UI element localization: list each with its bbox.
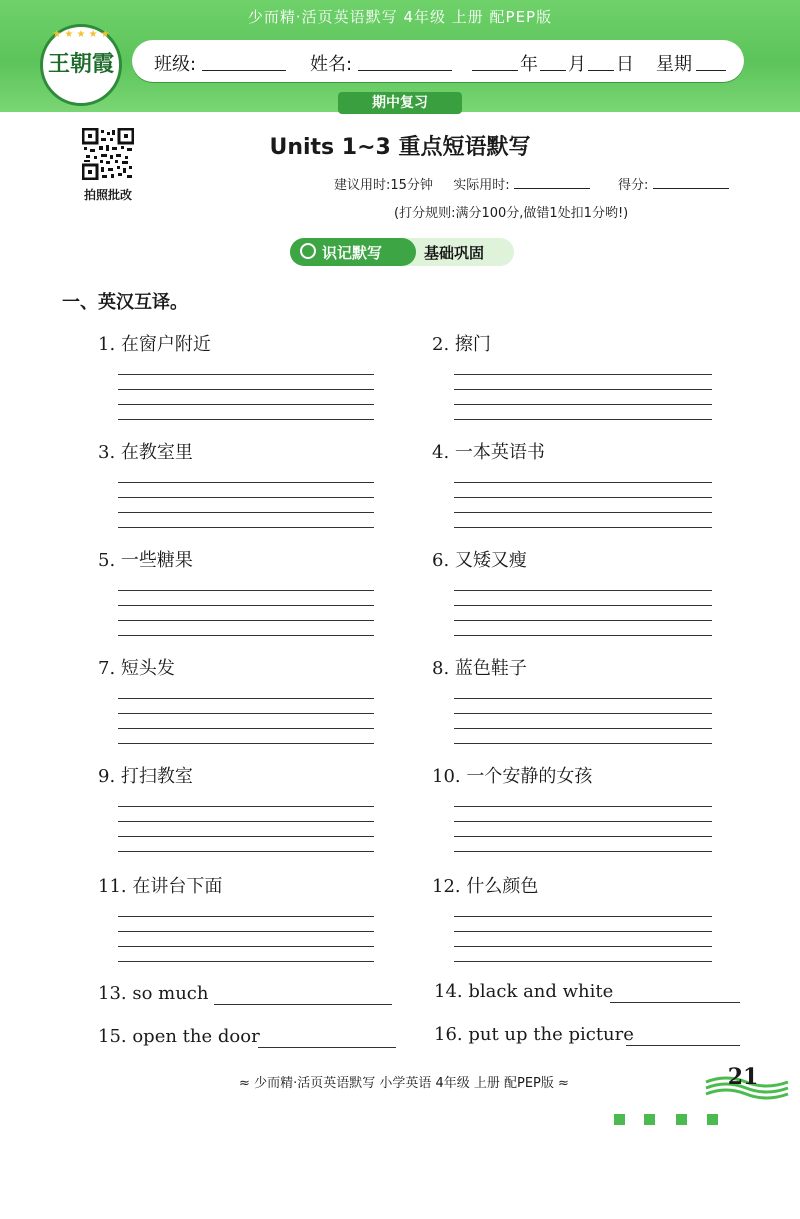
answer-line-15[interactable]: [258, 1047, 396, 1048]
answer-line-16[interactable]: [626, 1045, 740, 1046]
year-field[interactable]: [472, 70, 518, 71]
question-4: 4. 一本英语书: [432, 442, 545, 463]
page-title: Units 1~3 重点短语默写: [269, 135, 531, 160]
decor-square: [614, 1114, 625, 1125]
section-pill: [290, 238, 514, 266]
decor-square: [644, 1114, 655, 1125]
score-label: 得分:: [618, 178, 649, 193]
page-number: 21: [727, 1064, 759, 1090]
answer-line-4-4[interactable]: [454, 527, 712, 528]
answer-line-11-4[interactable]: [118, 961, 374, 962]
qr-label: 拍照批改: [83, 188, 132, 202]
memory-icon: [300, 243, 316, 259]
section-pill-right-label: 基础巩固: [424, 244, 485, 262]
decor-square: [707, 1114, 718, 1125]
answer-line-5-2[interactable]: [118, 605, 374, 606]
answer-line-7-1[interactable]: [118, 698, 374, 699]
question-11: 11. 在讲台下面: [98, 876, 223, 897]
answer-line-3-1[interactable]: [118, 482, 374, 483]
day-label: 日: [616, 54, 634, 75]
answer-line-4-2[interactable]: [454, 497, 712, 498]
answer-line-9-3[interactable]: [118, 836, 374, 837]
scoring-rule: (打分规则:满分100分,做错1处扣1分哟!): [394, 206, 629, 221]
question-8: 8. 蓝色鞋子: [432, 658, 527, 679]
answer-line-3-4[interactable]: [118, 527, 374, 528]
answer-line-2-3[interactable]: [454, 404, 712, 405]
brand-logo: [40, 24, 122, 106]
class-field[interactable]: [202, 70, 286, 71]
answer-line-1-3[interactable]: [118, 404, 374, 405]
answer-line-12-2[interactable]: [454, 931, 712, 932]
day-field[interactable]: [588, 70, 614, 71]
answer-line-8-1[interactable]: [454, 698, 712, 699]
star-icon: ★ ★ ★ ★ ★: [52, 29, 110, 40]
class-label: 班级:: [154, 54, 197, 75]
month-field[interactable]: [540, 70, 566, 71]
answer-line-4-1[interactable]: [454, 482, 712, 483]
month-label: 月: [568, 54, 586, 75]
name-field[interactable]: [358, 70, 452, 71]
answer-line-9-4[interactable]: [118, 851, 374, 852]
answer-line-6-1[interactable]: [454, 590, 712, 591]
answer-line-3-3[interactable]: [118, 512, 374, 513]
answer-line-7-3[interactable]: [118, 728, 374, 729]
answer-line-2-2[interactable]: [454, 389, 712, 390]
answer-line-11-1[interactable]: [118, 916, 374, 917]
section-pill-left-label: 识记默写: [322, 244, 383, 262]
answer-line-10-2[interactable]: [454, 821, 712, 822]
footer-text: ≈ 少而精·活页英语默写 小学英语 4年级 上册 配PEP版 ≈: [239, 1076, 569, 1091]
weekday-field[interactable]: [696, 70, 726, 71]
weekday-label: 星期: [656, 54, 692, 75]
answer-line-11-3[interactable]: [118, 946, 374, 947]
answer-line-5-3[interactable]: [118, 620, 374, 621]
student-info-bar: [132, 40, 744, 82]
qr-code-icon[interactable]: [82, 128, 134, 180]
actual-time-label: 实际用时:: [453, 178, 510, 193]
question-15: 15. open the door: [98, 1026, 260, 1047]
series-title: 少而精·活页英语默写 4年级 上册 配PEP版: [247, 8, 553, 26]
score-field[interactable]: [653, 188, 729, 189]
question-1: 1. 在窗户附近: [98, 334, 211, 355]
answer-line-7-4[interactable]: [118, 743, 374, 744]
answer-line-5-4[interactable]: [118, 635, 374, 636]
name-label: 姓名:: [310, 54, 353, 75]
answer-line-9-2[interactable]: [118, 821, 374, 822]
answer-line-11-2[interactable]: [118, 931, 374, 932]
answer-line-8-2[interactable]: [454, 713, 712, 714]
answer-line-6-4[interactable]: [454, 635, 712, 636]
answer-line-10-1[interactable]: [454, 806, 712, 807]
section-title: 一、英汉互译。: [62, 292, 188, 313]
logo-text: 王朝霞: [47, 51, 114, 77]
answer-line-6-3[interactable]: [454, 620, 712, 621]
answer-line-1-1[interactable]: [118, 374, 374, 375]
midterm-badge: 期中复习: [338, 92, 462, 114]
answer-line-4-3[interactable]: [454, 512, 712, 513]
decor-square: [676, 1114, 687, 1125]
suggested-time: 建议用时:15分钟: [334, 178, 433, 193]
timing-row: [334, 174, 729, 193]
answer-line-2-4[interactable]: [454, 419, 712, 420]
answer-line-2-1[interactable]: [454, 374, 712, 375]
question-3: 3. 在教室里: [98, 442, 193, 463]
question-6: 6. 又矮又瘦: [432, 550, 527, 571]
actual-time-field[interactable]: [514, 188, 590, 189]
question-5: 5. 一些糖果: [98, 550, 193, 571]
answer-line-9-1[interactable]: [118, 806, 374, 807]
year-label: 年: [520, 54, 538, 75]
answer-line-8-3[interactable]: [454, 728, 712, 729]
answer-line-14[interactable]: [610, 1002, 740, 1003]
answer-line-10-4[interactable]: [454, 851, 712, 852]
answer-line-10-3[interactable]: [454, 836, 712, 837]
answer-line-12-4[interactable]: [454, 961, 712, 962]
question-14: 14. black and white: [434, 981, 614, 1002]
answer-line-5-1[interactable]: [118, 590, 374, 591]
question-9: 9. 打扫教室: [98, 766, 193, 787]
answer-line-3-2[interactable]: [118, 497, 374, 498]
answer-line-13[interactable]: [214, 1004, 392, 1005]
answer-line-12-1[interactable]: [454, 916, 712, 917]
answer-line-12-3[interactable]: [454, 946, 712, 947]
question-7: 7. 短头发: [98, 658, 175, 679]
question-12: 12. 什么颜色: [432, 876, 539, 897]
answer-line-8-4[interactable]: [454, 743, 712, 744]
question-2: 2. 擦门: [432, 334, 491, 355]
answer-line-7-2[interactable]: [118, 713, 374, 714]
question-10: 10. 一个安静的女孩: [432, 766, 593, 787]
answer-line-1-4[interactable]: [118, 419, 374, 420]
answer-line-6-2[interactable]: [454, 605, 712, 606]
question-16: 16. put up the picture: [434, 1024, 634, 1045]
section-pill-left: [290, 238, 416, 266]
question-13: 13. so much: [98, 983, 209, 1004]
answer-line-1-2[interactable]: [118, 389, 374, 390]
